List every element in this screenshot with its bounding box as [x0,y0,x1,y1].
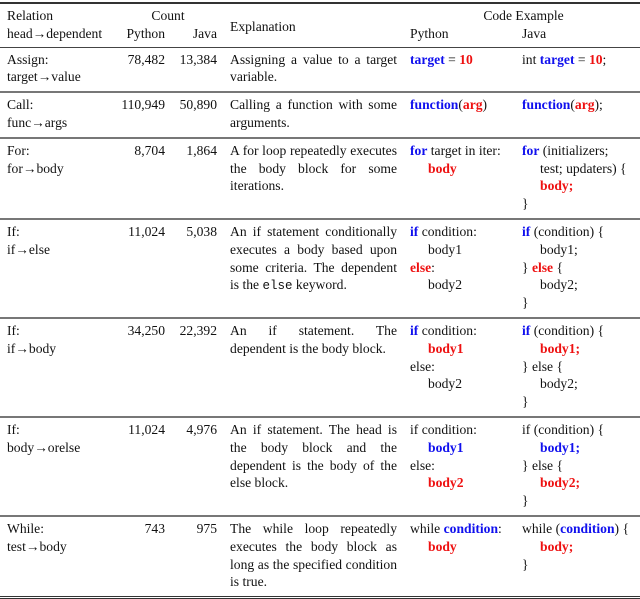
relation-pair: for→body [7,160,64,176]
code-dependent-token: body; [540,538,574,554]
code-head-token: body1 [428,439,464,455]
explanation-text: Calling a function with some arguments. [230,97,398,130]
java-count: 5,038 [186,223,218,239]
code-dependent-token: 10 [459,51,473,67]
code-head-token: if [410,322,419,338]
code-line [522,322,640,340]
python-code-example [407,219,513,318]
table-row [0,138,640,219]
relation-pair: test→body [7,538,67,554]
code-token: else: [410,358,435,374]
code-token: } [522,394,529,410]
java-count: 22,392 [179,322,218,338]
code-token: } [522,196,529,212]
header-relation: Relation [7,8,54,23]
explanation-text: A for loop repeatedly executes the body block for some iterations. [230,142,398,194]
explanation-text: An if statement. The dependent is the body block. [230,322,398,356]
code-token: body1 [428,241,462,257]
code-token: } else { [522,358,563,374]
code-token: target in iter: [427,142,501,158]
code-line [522,474,640,492]
relation-pair: if→else [7,241,51,257]
explanation-text: An if statement. The head is the body block and the dependent is the body of the else block. [230,421,398,491]
code-head-token: if [410,223,419,239]
relation-cell [0,138,115,219]
code-token: body2 [428,376,462,392]
python-count: 743 [144,520,165,536]
code-head-token: function [410,97,459,113]
explanation-cell [221,47,407,92]
relation-name: For: [7,142,30,158]
relation-cell [0,92,115,138]
code-token: = [574,51,589,67]
code-dependent-token: body; [540,178,574,194]
java-code-example [513,417,640,516]
code-token: : [431,259,435,275]
relation-name: Call: [7,97,34,113]
code-token: body2 [428,277,462,293]
code-line [522,340,640,358]
relation-cell [0,47,115,92]
code-line [410,142,513,160]
java-count: 4,976 [186,421,218,437]
code-line [522,241,640,259]
code-token: body2; [540,376,578,392]
java-code-example [513,219,640,318]
code-dependent-token: body2 [428,475,464,491]
code-token: (initializers; [539,142,609,158]
code-line [410,358,513,376]
code-line [410,223,513,241]
relation-pair: func→args [7,114,68,130]
header-count: Count [151,8,185,23]
relation-table [0,2,640,599]
code-dependent-token: body [428,538,457,554]
relation-name: If: [7,322,20,338]
code-dependent-token: 10 [588,51,603,67]
explanation-cell [221,92,407,138]
explanation-text: keyword. [292,277,347,293]
relation-name: If: [7,421,20,437]
code-line [522,421,640,439]
relation-cell [0,318,115,417]
code-token: condition: [418,223,477,239]
code-token: } [522,493,529,509]
code-token: int [522,51,540,67]
code-dependent-token: body2; [540,475,581,491]
code-token: } [522,556,529,572]
code-dependent-token: arg [574,97,595,113]
code-line [522,375,640,393]
code-line [522,538,640,556]
relation-pair: body→orelse [7,439,81,455]
code-line [410,457,513,475]
code-token: if (condition) { [522,421,605,437]
code-line [522,492,640,510]
code-token: (condition) { [530,223,605,239]
code-token: body2; [540,277,578,293]
code-line [522,223,640,241]
code-line [410,276,513,294]
table-row [0,92,640,138]
explanation-text: The while loop repeatedly executes the body block as long as the specified condition is true. [230,520,398,590]
explanation-text: Assigning a value to a target variable. [230,51,398,85]
code-token: else: [410,457,435,473]
java-code-example [513,47,640,92]
code-line [410,322,513,340]
code-head-token: body1; [540,439,581,455]
java-count: 50,890 [179,97,218,113]
python-count: 78,482 [127,51,165,67]
explanation-text: An if statement conditionally executes a body based upon some criteria. The dependent is the [230,223,398,293]
code-line [522,51,640,69]
code-line [522,160,640,178]
code-line [410,439,513,457]
python-code-example [407,47,513,92]
code-line [522,276,640,294]
code-line [522,96,640,114]
relation-name: While: [7,520,44,536]
header-head-dependent: head→dependent [7,25,103,41]
table-row [0,219,640,318]
header-count-python: Python [126,25,165,41]
code-token: ( [570,97,575,113]
code-head-token: for [410,142,428,158]
code-line [522,259,640,277]
code-token: while ( [522,520,561,536]
code-head-token: target [539,51,575,67]
python-code-example [407,138,513,219]
code-token: } [522,295,529,311]
relation-name: If: [7,223,20,239]
code-token: condition: [418,322,477,338]
header-explanation: Explanation [230,18,296,34]
relation-cell [0,219,115,318]
explanation-keyword: else [262,279,293,294]
header-count-java: Java [192,25,218,41]
code-line [522,439,640,457]
code-dependent-token: else [410,259,432,275]
python-count: 8,704 [134,142,165,158]
java-code-example [513,318,640,417]
python-count: 11,024 [128,223,165,239]
table-row [0,417,640,516]
java-code-example [513,92,640,138]
code-line [522,520,640,538]
table-row [0,516,640,598]
explanation-cell [221,516,407,598]
code-line [410,520,513,538]
code-dependent-token: body [428,160,457,176]
code-token: ; [602,51,607,67]
explanation-cell [221,219,407,318]
code-line [522,294,640,312]
code-token: ) [482,97,488,113]
relation-pair: if→body [7,340,57,356]
code-token: while [410,520,444,536]
relation-cell [0,516,115,598]
java-count: 1,864 [186,142,218,158]
table-header [0,3,640,47]
python-count: 34,250 [127,322,165,338]
code-head-token: condition [560,520,615,536]
code-token: ( [458,97,463,113]
code-dependent-token: arg [462,97,483,113]
header-code-example: Code Example [483,8,564,23]
table-row [0,47,640,92]
code-line [410,421,513,439]
code-token: test; updaters) { [540,160,627,176]
code-token: (condition) { [530,322,605,338]
code-token: ) { [614,520,629,536]
code-line [522,177,640,195]
code-line [410,51,513,69]
code-line [522,556,640,574]
code-line [522,393,640,411]
code-head-token: condition [443,520,499,536]
code-head-token: function [522,97,571,113]
relation-pair: target→value [7,69,81,85]
code-head-token: target [410,51,445,67]
code-line [522,358,640,376]
code-line [410,375,513,393]
code-line [522,142,640,160]
code-dependent-token: else [531,259,554,275]
java-code-example [513,138,640,219]
code-head-token: if [522,223,531,239]
code-dependent-token: body1; [540,340,581,356]
python-count: 11,024 [128,421,165,437]
python-code-example [407,417,513,516]
code-head-token: if [522,322,531,338]
code-line [410,538,513,556]
header-code-python: Python [410,25,449,41]
code-token: body1; [540,241,578,257]
code-token: ); [594,97,603,113]
code-line [522,195,640,213]
code-line [410,160,513,178]
python-count: 110,949 [121,97,165,113]
python-code-example [407,318,513,417]
code-line [410,96,513,114]
java-count: 975 [196,520,218,536]
code-head-token: for [522,142,540,158]
code-line [410,259,513,277]
explanation-cell [221,417,407,516]
java-code-example [513,516,640,598]
python-code-example [407,92,513,138]
code-line [522,457,640,475]
relation-cell [0,417,115,516]
code-token: : [498,520,502,536]
header-code-java: Java [522,25,547,41]
code-token: } else { [522,457,563,473]
java-count: 13,384 [179,51,218,67]
python-code-example [407,516,513,598]
code-dependent-token: body1 [428,340,464,356]
code-line [410,340,513,358]
explanation-cell [221,318,407,417]
code-token: if condition: [410,421,477,437]
code-line [410,474,513,492]
table-body [0,47,640,598]
code-token: = [444,51,460,67]
code-token: } [522,259,532,275]
code-line [410,241,513,259]
table-row [0,318,640,417]
explanation-cell [221,138,407,219]
code-token: { [553,259,564,275]
relation-name: Assign: [7,51,49,67]
